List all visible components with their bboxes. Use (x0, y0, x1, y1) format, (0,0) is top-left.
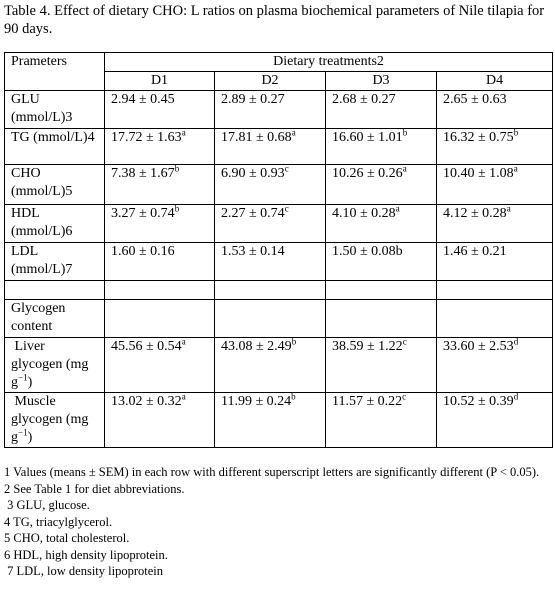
value-cell-d2 (215, 205, 326, 243)
significance-letter: b (174, 163, 180, 174)
cell-value: 2.65 ± 0.63 (443, 92, 507, 107)
table-row (5, 205, 553, 243)
significance-letter: a (181, 391, 186, 402)
value-cell-d4 (437, 393, 553, 448)
cell-value: 2.94 ± 0.45 (111, 92, 175, 107)
value-cell-d3 (326, 338, 437, 393)
cell-value: 17.72 ± 1.63 (111, 130, 182, 145)
row-label: HDL (mmol/L)6 (5, 205, 105, 243)
significance-letter: b (174, 203, 180, 214)
empty-cell (326, 281, 437, 300)
cell-value: 11.57 ± 0.22 (332, 394, 403, 409)
table-row (5, 129, 553, 165)
row-label: TG (mmol/L)4 (5, 129, 105, 165)
header-parameters: Prameters (5, 53, 105, 91)
significance-letter: c (402, 391, 407, 402)
row-label (5, 393, 105, 448)
header-diet-d1: D1 (105, 72, 215, 91)
value-cell-d1 (105, 393, 215, 448)
footnote: 1 Values (means ± SEM) in each row with different superscript letters are significantly different (P < 0.05). (4, 465, 540, 479)
table-row (5, 338, 553, 393)
header-diet-d3: D3 (326, 72, 437, 91)
table-body (5, 53, 553, 448)
value-cell-d2 (215, 338, 326, 393)
value-cell-d2 (215, 129, 326, 165)
significance-letter: a (181, 127, 186, 138)
significance-letter: c (284, 203, 289, 214)
header-row-group (5, 53, 553, 72)
cell-value: 13.02 ± 0.32 (111, 394, 182, 409)
footnote: 5 CHO, total cholesterol. (4, 531, 130, 545)
value-cell-d1 (105, 165, 215, 205)
footnote: 3 GLU, glucose. (4, 498, 90, 512)
cell-value: 1.60 ± 0.16 (111, 244, 175, 259)
value-cell-d2 (215, 393, 326, 448)
value-cell-d4 (437, 129, 553, 165)
significance-letter: b (291, 336, 297, 347)
cell-value: 1.50 ± 0.08b (332, 244, 403, 259)
significance-letter: a (291, 127, 296, 138)
empty-cell (105, 300, 215, 338)
header-diet-d2: D2 (215, 72, 326, 91)
cell-value: 10.40 ± 1.08 (443, 166, 514, 181)
significance-letter: b (402, 127, 408, 138)
empty-cell (215, 300, 326, 338)
cell-value: 17.81 ± 0.68 (221, 130, 292, 145)
value-cell-d4 (437, 338, 553, 393)
footnote: 7 LDL, low density lipoprotein (4, 564, 164, 578)
significance-letter: a (513, 163, 518, 174)
biochemical-table (4, 52, 553, 448)
value-cell-d4 (437, 205, 553, 243)
value-cell-d3 (326, 91, 437, 129)
row-label-text: Muscle glycogen (mg g (11, 394, 92, 445)
unit-exponent: −1 (18, 427, 28, 438)
empty-cell (326, 300, 437, 338)
significance-letter: a (506, 203, 511, 214)
value-cell-d1 (105, 205, 215, 243)
significance-letter: d (513, 336, 519, 347)
footnote: 4 TG, triacylglycerol. (4, 514, 113, 529)
table-row (5, 243, 553, 281)
significance-letter: a (395, 203, 400, 214)
significance-letter: c (284, 163, 289, 174)
row-label-end: ) (27, 430, 33, 445)
cell-value: 2.89 ± 0.27 (221, 92, 285, 107)
significance-letter: d (513, 391, 519, 402)
value-cell-d4 (437, 165, 553, 205)
cell-value: 38.59 ± 1.22 (332, 339, 403, 354)
footnote: 2 See Table 1 for diet abbreviations. (4, 481, 185, 496)
table-row (5, 165, 553, 205)
significance-letter: a (181, 336, 186, 347)
value-cell-d3 (326, 393, 437, 448)
cell-value: 4.10 ± 0.28 (332, 206, 396, 221)
row-label: GLU (mmol/L)3 (5, 91, 105, 129)
cell-value: 6.90 ± 0.93 (221, 166, 285, 181)
row-label (5, 338, 105, 393)
value-cell-d3 (326, 243, 437, 281)
significance-letter: b (291, 391, 296, 402)
significance-letter: b (513, 127, 519, 138)
cell-value: 16.60 ± 1.01 (332, 130, 403, 145)
table-caption: Table 4. Effect of dietary CHO: L ratios on plasma biochemical parameters of Nile tilapia for 90 days. (4, 3, 545, 37)
value-cell-d3 (326, 165, 437, 205)
glycogen-header-row (5, 300, 553, 338)
value-cell-d1 (105, 91, 215, 129)
empty-cell (215, 281, 326, 300)
cell-value: 1.53 ± 0.14 (221, 244, 285, 259)
value-cell-d1 (105, 338, 215, 393)
table-row (5, 91, 553, 129)
value-cell-d3 (326, 205, 437, 243)
table-row (5, 393, 553, 448)
value-cell-d2 (215, 165, 326, 205)
cell-value: 2.27 ± 0.74 (221, 206, 285, 221)
cell-value: 16.32 ± 0.75 (443, 130, 514, 145)
cell-value: 33.60 ± 2.53 (443, 339, 514, 354)
value-cell-d2 (215, 243, 326, 281)
row-label-end: ) (27, 375, 33, 390)
glycogen-label: Glycogen content (5, 300, 105, 338)
cell-value: 4.12 ± 0.28 (443, 206, 507, 221)
cell-value: 2.68 ± 0.27 (332, 92, 396, 107)
unit-exponent: −1 (18, 372, 28, 383)
value-cell-d4 (437, 243, 553, 281)
empty-cell (437, 281, 553, 300)
row-label: LDL (mmol/L)7 (5, 243, 105, 281)
value-cell-d1 (105, 243, 215, 281)
cell-value: 10.26 ± 0.26 (332, 166, 403, 181)
footnote: 6 HDL, high density lipoprotein. (4, 547, 168, 562)
cell-value: 7.38 ± 1.67 (111, 166, 175, 181)
empty-cell (105, 281, 215, 300)
cell-value: 45.56 ± 0.54 (111, 339, 182, 354)
significance-letter: c (402, 336, 407, 347)
row-label-text: Liver glycogen (mg g (11, 339, 92, 390)
row-label: CHO (mmol/L)5 (5, 165, 105, 205)
value-cell-d4 (437, 91, 553, 129)
empty-cell (437, 300, 553, 338)
cell-value: 3.27 ± 0.74 (111, 206, 175, 221)
cell-value: 43.08 ± 2.49 (221, 339, 292, 354)
cell-value: 1.46 ± 0.21 (443, 244, 507, 259)
empty-cell (5, 281, 105, 300)
footnotes (4, 464, 549, 580)
value-cell-d3 (326, 129, 437, 165)
cell-value: 11.99 ± 0.24 (221, 394, 292, 409)
blank-row (5, 281, 553, 300)
value-cell-d2 (215, 91, 326, 129)
value-cell-d1 (105, 129, 215, 165)
significance-letter: a (402, 163, 407, 174)
header-diet-d4: D4 (437, 72, 553, 91)
header-dietary-treatments: Dietary treatments2 (105, 53, 553, 72)
cell-value: 10.52 ± 0.39 (443, 394, 514, 409)
